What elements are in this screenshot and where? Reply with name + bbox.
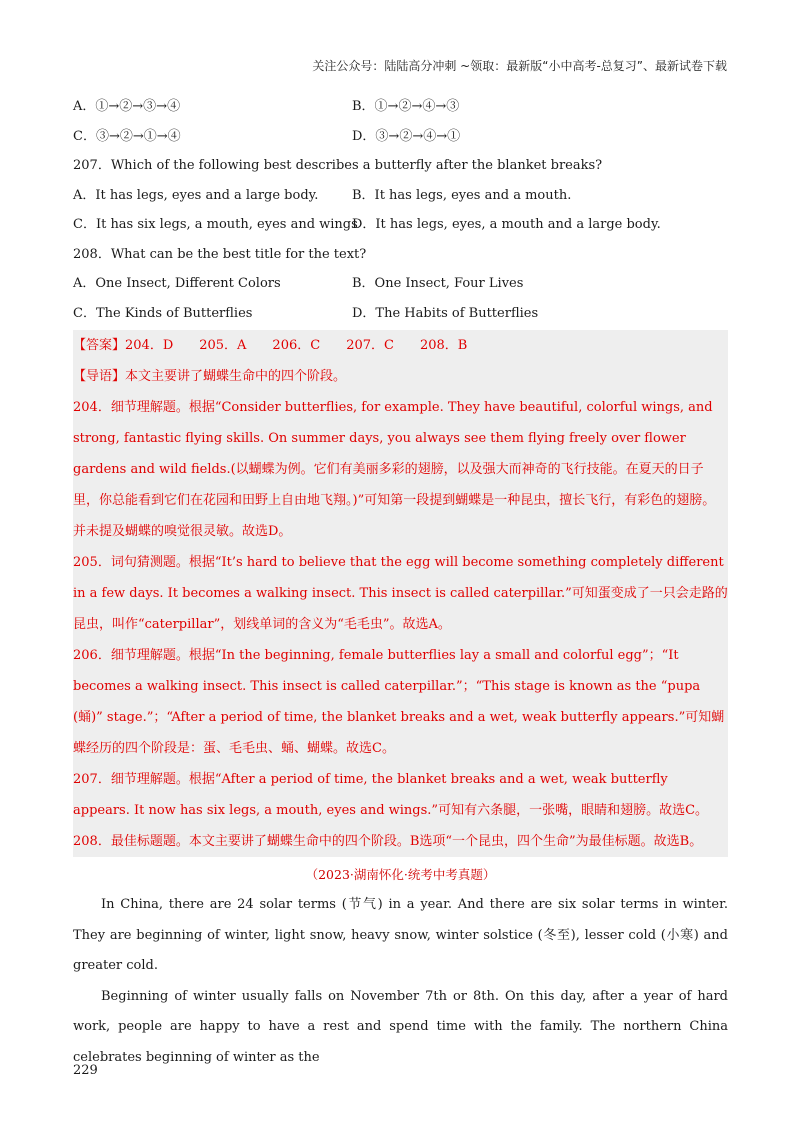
explanation-204: 204．细节理解题。根据“Consider butterflies, for example. They have beautiful, colorful wings, and strong, fantastic flying skills. On summer days, you always see them flying freely over flower gardens and wild fields.(以蝴蝶为例。它们有美丽多彩的翅膀，以及强大而神奇的飞行技能。在夏天的日子里，你总能看到它们在花园和田野上自由地飞翔。)”可知第一段提到蝴蝶是一种昆虫，擅长飞行，有彩色的翅膀。并未提及蝴蝶的嗅觉很灵敏。故选D。 (73, 400, 716, 539)
reading-passage (73, 890, 728, 1073)
q208-option-a: A．One Insect, Different Colors (73, 276, 281, 291)
explanation-206: 206．细节理解题。根据“In the beginning, female butterflies lay a small and colorful egg”；“It becomes a walking insect. This insect is called caterpillar.”；“This stage is known as the “pupa (蛹)” stage.”；“After a period of time, the blanket breaks and a wet, weak butterfly appears.”可知蝴蝶经历的四个阶段是：蛋、毛毛虫、蛹、蝴蝶。故选C。 (73, 648, 725, 756)
q208-option-c: C．The Kinds of Butterflies (73, 305, 253, 321)
explanation-207: 207．细节理解题。根据“After a period of time, the blanket breaks and a wet, weak butterfly appears. It now has six legs, a mouth, eyes and wings.”可知有六条腿，一张嘴，眼睛和翅膀。故选C。 (73, 772, 709, 818)
page-number: 229 (73, 1063, 98, 1078)
q208-options-row-2 (73, 299, 728, 329)
q207-option-a: A．It has legs, eyes and a large body. (73, 187, 319, 203)
passage-source: （2023·湖南怀化·统考中考真题） (305, 867, 496, 882)
q208-option-d: D．The Habits of Butterflies (352, 305, 539, 321)
explanation-208: 208．最佳标题题。本文主要讲了蝴蝶生命中的四个阶段。B选项“一个昆虫，四个生命”为最佳标题。故选B。 (73, 834, 703, 849)
q207-options-row-1 (73, 181, 728, 211)
page-header: 关注公众号：陆陆高分冲刺 ~领取：最新版“小中高考-总复习”、最新试卷下载 (312, 59, 727, 73)
q207-option-c: C．It has six legs, a mouth, eyes and wings (73, 217, 358, 232)
q206-options-row-1 (73, 92, 728, 122)
q206-option-d: D．③→②→④→① (352, 128, 461, 144)
q207-options-row-2 (73, 210, 728, 240)
answer-explanation-block (73, 330, 728, 857)
q207-option-d: D．It has legs, eyes, a mouth and a large body. (352, 217, 661, 232)
answer-key: 【答案】204．D 205．A 206．C 207．C 208．B (73, 338, 468, 353)
q206-option-c: C．③→②→①→④ (73, 128, 181, 144)
passage-paragraph-1: In China, there are 24 solar terms (节气) in a year. And there are six solar terms in winter. They are beginning of winter, light snow, heavy snow, winter solstice (冬至), lesser cold (小寒) and greater cold. (73, 897, 728, 973)
answer-guide: 【导语】本文主要讲了蝴蝶生命中的四个阶段。 (73, 369, 347, 384)
q208-option-b: B．One Insect, Four Lives (352, 276, 524, 291)
q206-option-a: A．①→②→③→④ (73, 99, 181, 114)
q207-question: 207．Which of the following best describes a butterfly after the blanket breaks? (73, 158, 603, 173)
q206-options-row-2 (73, 122, 728, 152)
q208-options-row-1 (73, 269, 728, 299)
page-content (73, 92, 728, 1073)
passage-paragraph-2: Beginning of winter usually falls on November 7th or 8th. On this day, after a year of hard work, people are happy to have a rest and spend time with the family. The northern China celebrates beginning of winter as the (73, 988, 728, 1065)
q208-question: 208．What can be the best title for the text? (73, 246, 367, 262)
explanation-205: 205．词句猜测题。根据“It’s hard to believe that the egg will become something completely different in a few days. It becomes a walking insect. This insect is called caterpillar.”可知蛋变成了一只会走路的昆虫，叫作“caterpillar”，划线单词的含义为“毛毛虫”。故选A。 (73, 555, 728, 632)
q207-option-b: B．It has legs, eyes and a mouth. (352, 187, 572, 203)
q206-option-b: B．①→②→④→③ (352, 99, 460, 114)
